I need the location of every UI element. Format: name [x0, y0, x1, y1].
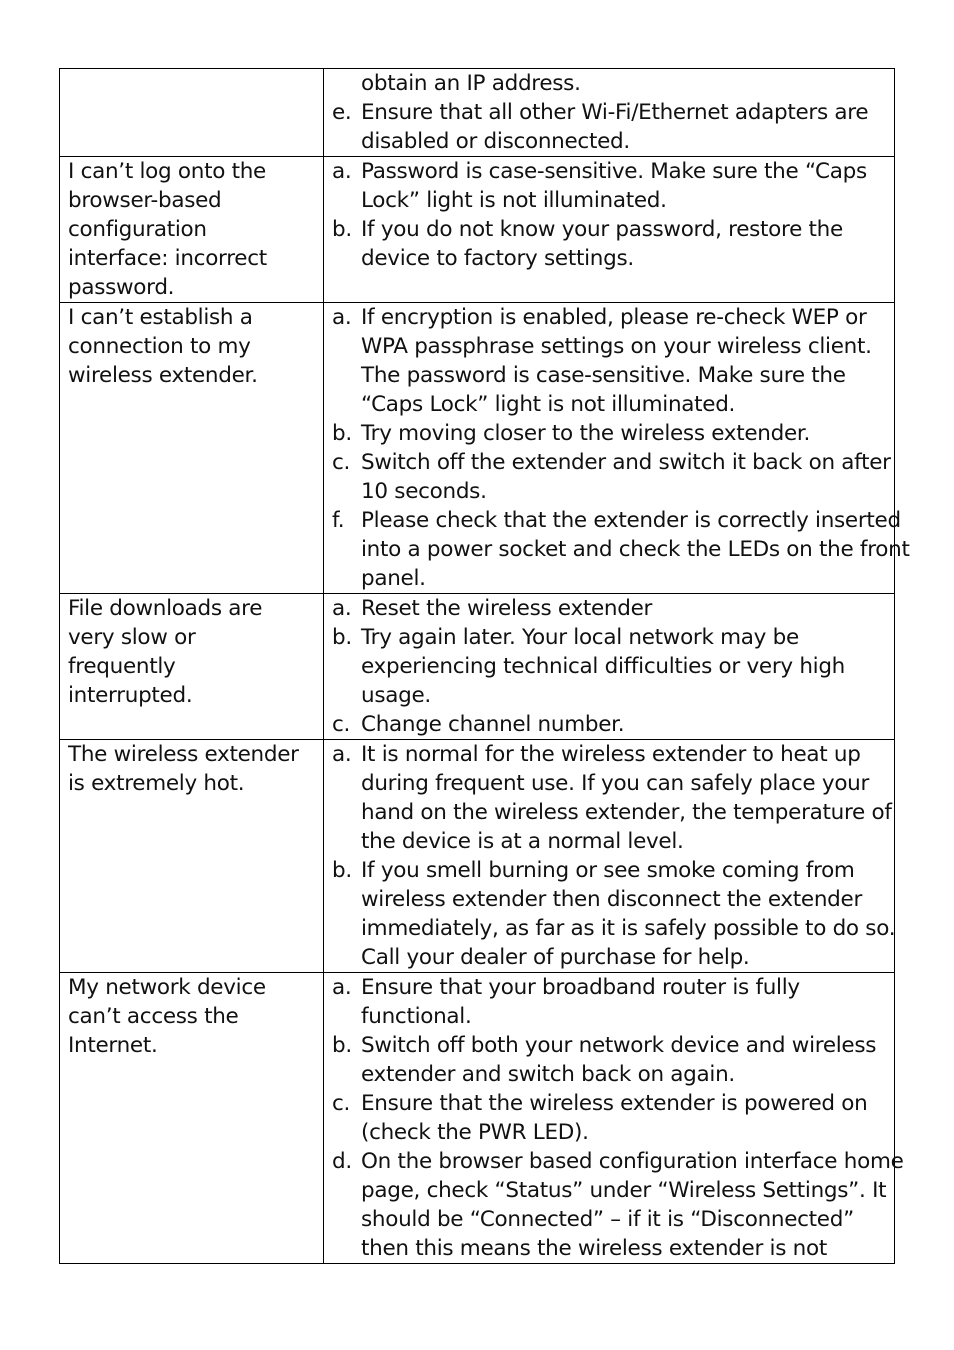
solution-line: WPA passphrase settings on your wireless client.	[361, 334, 872, 359]
solution-cell	[324, 740, 895, 973]
table-row	[60, 973, 895, 1264]
list-marker: b.	[332, 858, 352, 883]
solution-item	[332, 419, 888, 448]
solution-line: into a power socket and check the LEDs on the front	[361, 537, 910, 562]
solution-text	[361, 303, 888, 419]
list-marker: a.	[332, 975, 352, 1000]
solution-cell	[324, 303, 910, 594]
solution-item	[332, 594, 888, 623]
solution-line: Ensure that the wireless extender is powered on	[361, 1091, 868, 1116]
solution-line: Try again later. Your local network may be	[361, 625, 799, 650]
problem-cell	[60, 973, 324, 1264]
solution-line: Switch off both your network device and wireless	[361, 1033, 877, 1058]
solution-text	[361, 419, 888, 448]
solution-text	[361, 157, 888, 215]
table-row	[60, 303, 895, 594]
table-row	[60, 157, 895, 303]
solution-item	[332, 157, 888, 215]
solution-line: disabled or disconnected.	[361, 129, 630, 154]
solution-cell	[324, 973, 904, 1264]
list-marker: c.	[332, 450, 351, 475]
problem-text: connection to my	[68, 334, 251, 359]
solution-line: It is normal for the wireless extender to heat up	[361, 742, 861, 767]
troubleshooting-table	[59, 68, 910, 1264]
solution-line: “Caps Lock” light is not illuminated.	[361, 392, 736, 417]
problem-text: My network device	[68, 975, 266, 1000]
troubleshooting-table-body	[60, 69, 910, 1264]
solution-line: Change channel number.	[361, 712, 625, 737]
solution-line: functional.	[361, 1004, 472, 1029]
problem-text: password.	[68, 275, 175, 300]
solution-line: then this means the wireless extender is not	[361, 1236, 827, 1261]
list-marker: c.	[332, 712, 351, 737]
problem-cell	[60, 740, 324, 973]
solution-text	[361, 215, 888, 273]
solution-text	[361, 740, 892, 856]
list-marker: b.	[332, 1033, 352, 1058]
solution-item	[332, 740, 892, 856]
solution-item	[332, 1147, 904, 1263]
solution-cell	[324, 594, 895, 740]
list-marker: a.	[332, 159, 352, 184]
list-marker: a.	[332, 596, 352, 621]
solution-item	[332, 506, 910, 593]
solution-text	[361, 506, 910, 593]
solution-line: experiencing technical difficulties or very high	[361, 654, 845, 679]
solution-item	[332, 1089, 888, 1147]
list-marker: a.	[332, 305, 352, 330]
problem-cell	[60, 303, 324, 594]
solution-line: Please check that the extender is correctly inserted	[361, 508, 901, 533]
solution-text	[361, 710, 888, 739]
solution-item	[332, 215, 888, 273]
solution-text	[361, 448, 891, 506]
table-row	[60, 69, 895, 157]
problem-text: I can’t log onto the	[68, 159, 266, 184]
solution-line: Reset the wireless extender	[361, 596, 653, 621]
solution-line: hand on the wireless extender, the temperature of	[361, 800, 892, 825]
solution-line: Ensure that your broadband router is fully	[361, 975, 800, 1000]
solution-line: device to factory settings.	[361, 246, 634, 271]
problem-text: Internet.	[68, 1033, 158, 1058]
solution-line: If you do not know your password, restore the	[361, 217, 843, 242]
solution-line: Call your dealer of purchase for help.	[361, 945, 750, 970]
solution-line: obtain an IP address.	[361, 71, 581, 96]
problem-text: very slow or	[68, 625, 196, 650]
solution-line: (check the PWR LED).	[361, 1120, 589, 1145]
list-marker: c.	[332, 1091, 351, 1116]
problem-text: interrupted.	[68, 683, 193, 708]
solution-line: should be “Connected” – if it is “Disconnected”	[361, 1207, 854, 1232]
solution-line: usage.	[361, 683, 431, 708]
solution-item	[332, 69, 888, 98]
problem-text: is extremely hot.	[68, 771, 245, 796]
problem-text: frequently	[68, 654, 176, 679]
solution-text	[361, 1089, 888, 1147]
solution-item	[332, 710, 888, 739]
solution-item	[332, 448, 891, 506]
solution-line: On the browser based configuration interface home	[361, 1149, 904, 1174]
problem-text: can’t access the	[68, 1004, 239, 1029]
solution-line: The password is case-sensitive. Make sure the	[361, 363, 846, 388]
problem-text: configuration	[68, 217, 207, 242]
list-marker: f.	[332, 508, 345, 533]
list-marker: e.	[332, 100, 352, 125]
solution-line: Switch off the extender and switch it back on after	[361, 450, 891, 475]
solution-item	[332, 973, 888, 1031]
solution-text	[361, 623, 888, 710]
solution-text	[361, 98, 888, 156]
table-row	[60, 594, 895, 740]
solution-text	[361, 594, 888, 623]
solution-line: panel.	[361, 566, 426, 591]
solution-text	[361, 973, 888, 1031]
solution-text	[361, 69, 888, 98]
solution-line: If encryption is enabled, please re-check WEP or	[361, 305, 867, 330]
solution-text	[361, 856, 895, 972]
solution-line: Ensure that all other Wi-Fi/Ethernet adapters are	[361, 100, 869, 125]
problem-text: wireless extender.	[68, 363, 258, 388]
solution-line: page, check “Status” under “Wireless Settings”. It	[361, 1178, 887, 1203]
solution-item	[332, 1031, 888, 1089]
problem-text: File downloads are	[68, 596, 263, 621]
solution-item	[332, 623, 888, 710]
list-marker: b.	[332, 421, 352, 446]
solution-item	[332, 98, 888, 156]
solution-line: If you smell burning or see smoke coming from	[361, 858, 855, 883]
problem-text: interface: incorrect	[68, 246, 267, 271]
problem-cell	[60, 594, 324, 740]
solution-item	[332, 856, 896, 972]
solution-cell	[324, 157, 895, 303]
table-row	[60, 740, 895, 973]
solution-line: Try moving closer to the wireless extender.	[361, 421, 810, 446]
problem-text: browser-based	[68, 188, 222, 213]
solution-text	[361, 1031, 888, 1089]
list-marker: d.	[332, 1149, 352, 1174]
list-marker: b.	[332, 625, 352, 650]
solution-line: Password is case-sensitive. Make sure the “Caps	[361, 159, 867, 184]
solution-line: immediately, as far as it is safely possible to do so.	[361, 916, 896, 941]
list-marker: a.	[332, 742, 352, 767]
solution-line: Lock” light is not illuminated.	[361, 188, 667, 213]
solution-line: the device is at a normal level.	[361, 829, 684, 854]
problem-cell	[60, 157, 324, 303]
solution-cell	[324, 69, 895, 157]
problem-text: I can’t establish a	[68, 305, 253, 330]
solution-text	[361, 1147, 904, 1263]
solution-line: 10 seconds.	[361, 479, 487, 504]
solution-line: extender and switch back on again.	[361, 1062, 735, 1087]
problem-cell	[60, 69, 324, 157]
list-marker	[332, 69, 361, 98]
solution-item	[332, 303, 888, 419]
solution-line: during frequent use. If you can safely place your	[361, 771, 870, 796]
problem-text: The wireless extender	[68, 742, 299, 767]
solution-line: wireless extender then disconnect the extender	[361, 887, 862, 912]
list-marker: b.	[332, 217, 352, 242]
